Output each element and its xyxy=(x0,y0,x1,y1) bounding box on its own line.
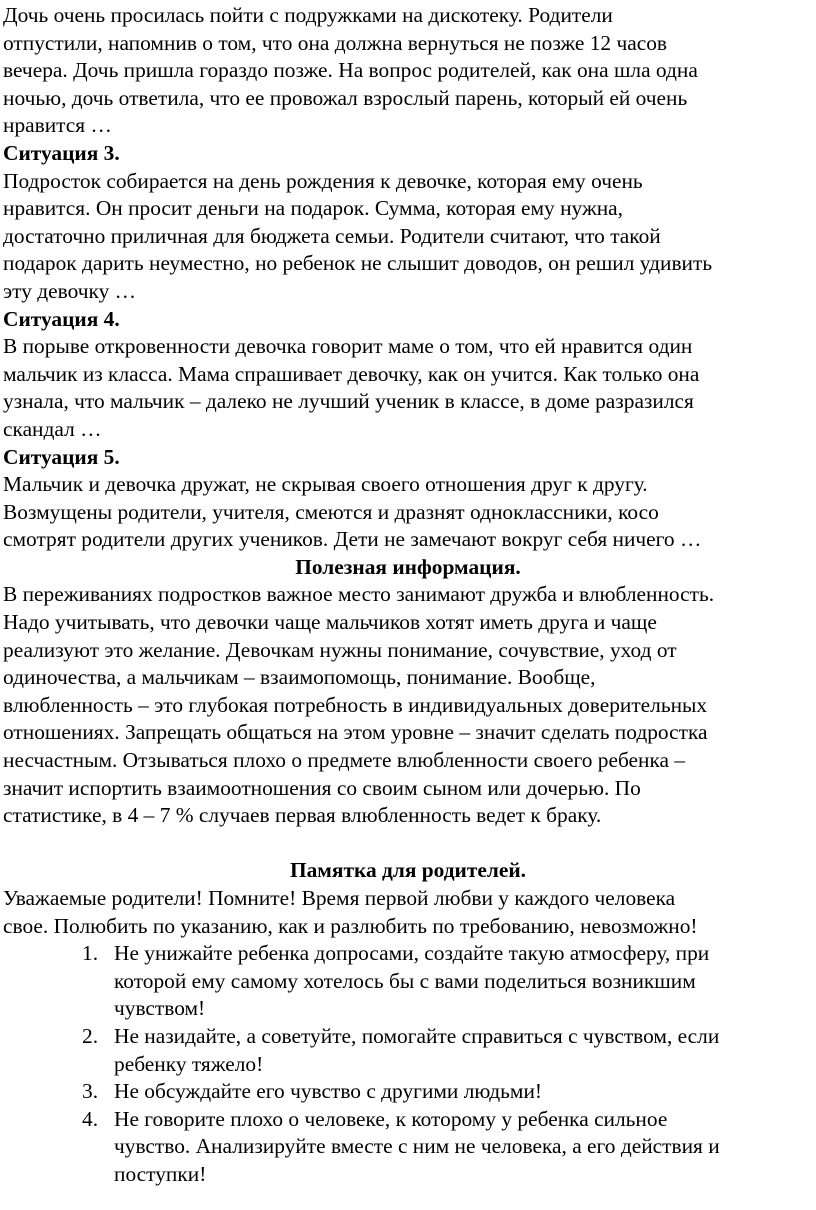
text-line: отношениях. Запрещать общаться на этом уровне – значит сделать подростка xyxy=(3,720,708,745)
text-line: ночью, дочь ответила, что ее провожал взрослый парень, который ей очень xyxy=(3,85,688,110)
list-number: 4. xyxy=(82,1106,99,1131)
text-line: поступки! xyxy=(114,1161,207,1186)
situation-5 xyxy=(3,444,813,554)
text-line: которой ему самому хотелось бы с вами поделиться возникшим xyxy=(114,968,696,993)
text-line: Возмущены родители, учителя, смеются и дразнят одноклассники, косо xyxy=(3,499,659,524)
text-line: Не говорите плохо о человеке, к которому у ребенка сильное xyxy=(114,1106,668,1131)
text-line: влюбленность – это глубокая потребность в индивидуальных доверительных xyxy=(3,692,708,717)
list-number: 2. xyxy=(82,1023,99,1048)
text-line: вечера. Дочь пришла гораздо позже. На вопрос родителей, как она шла одна xyxy=(3,58,698,83)
text-line: скандал … xyxy=(3,416,102,441)
text-line: мальчик из класса. Мама спрашивает девочку, как он учится. Как только она xyxy=(3,361,700,386)
situation-3 xyxy=(3,140,813,306)
text-line: свое. Полюбить по указанию, как и разлюбить по требованию, невозможно! xyxy=(3,913,698,938)
text-line: нравится. Он просит деньги на подарок. Сумма, которая ему нужна, xyxy=(3,196,624,221)
situation-4 xyxy=(3,306,813,444)
text-line: отпустили, напомнив о том, что она должна вернуться не позже 12 часов xyxy=(3,30,668,55)
text-line: статистике, в 4 – 7 % случаев первая влюбленность ведет к браку. xyxy=(3,803,602,828)
situation-heading: Ситуация 5. xyxy=(3,444,120,469)
memo-list xyxy=(3,940,813,1188)
text-line: Не обсуждайте его чувство с другими людьми! xyxy=(114,1079,543,1104)
list-number: 3. xyxy=(82,1079,99,1104)
list-item xyxy=(3,1023,813,1078)
text-line: ребенку тяжело! xyxy=(114,1051,264,1076)
text-line: Не унижайте ребенка допросами, создайте такую атмосферу, при xyxy=(114,941,710,966)
text-line: Не назидайте, а советуйте, помогайте справиться с чувством, если xyxy=(114,1023,720,1048)
text-line: эту девочку … xyxy=(3,278,137,303)
text-line: Мальчик и девочка дружат, не скрывая своего отношения друг к другу. xyxy=(3,472,648,497)
text-line: реализуют это желание. Девочкам нужны понимание, сочувствие, уход от xyxy=(3,637,677,662)
list-item xyxy=(3,940,813,1023)
text-line: несчастным. Отзываться плохо о предмете влюбленности своего ребенка – xyxy=(3,748,686,773)
memo-section xyxy=(3,857,813,1188)
text-line: узнала, что мальчик – далеко не лучший ученик в классе, в доме разразился xyxy=(3,389,694,414)
list-item xyxy=(3,1106,813,1189)
intro-paragraph xyxy=(3,2,813,140)
text-line: смотрят родители других учеников. Дети не замечают вокруг себя ничего … xyxy=(3,527,702,552)
blank-line xyxy=(3,830,813,858)
text-line: В переживаниях подростков важное место занимают дружба и влюбленность. xyxy=(3,582,715,607)
text-line: нравится … xyxy=(3,113,112,138)
list-number: 1. xyxy=(82,941,99,966)
text-line: В порыве откровенности девочка говорит маме о том, что ей нравится один xyxy=(3,334,693,359)
text-line: Уважаемые родители! Помните! Время первой любви у каждого человека xyxy=(3,886,676,910)
text-line: чувство. Анализируйте вместе с ним не человека, а его действия и xyxy=(114,1134,720,1159)
text-line: одиночества, а мальчикам – взаимопомощь, понимание. Вообще, xyxy=(3,665,596,690)
text-line: Надо учитывать, что девочки чаще мальчиков хотят иметь друга и чаще xyxy=(3,610,657,635)
text-line: чувством! xyxy=(114,996,206,1021)
text-line: подарок дарить неуместно, но ребенок не слышит доводов, он решил удивить xyxy=(3,251,713,276)
text-line: значит испортить взаимоотношения со своим сыном или дочерью. По xyxy=(3,775,641,800)
section-title: Полезная информация. xyxy=(295,554,521,579)
situation-heading: Ситуация 3. xyxy=(3,140,120,165)
text-line: Дочь очень просилась пойти с подружками на дискотеку. Родители xyxy=(3,3,613,27)
text-line: Подросток собирается на день рождения к девочке, которая ему очень xyxy=(3,168,643,193)
situation-heading: Ситуация 4. xyxy=(3,306,120,331)
useful-info-section xyxy=(3,554,813,830)
list-item xyxy=(3,1078,813,1106)
section-title: Памятка для родителей. xyxy=(289,858,527,883)
text-line: достаточно приличная для бюджета семьи. Родители считают, что такой xyxy=(3,223,661,248)
